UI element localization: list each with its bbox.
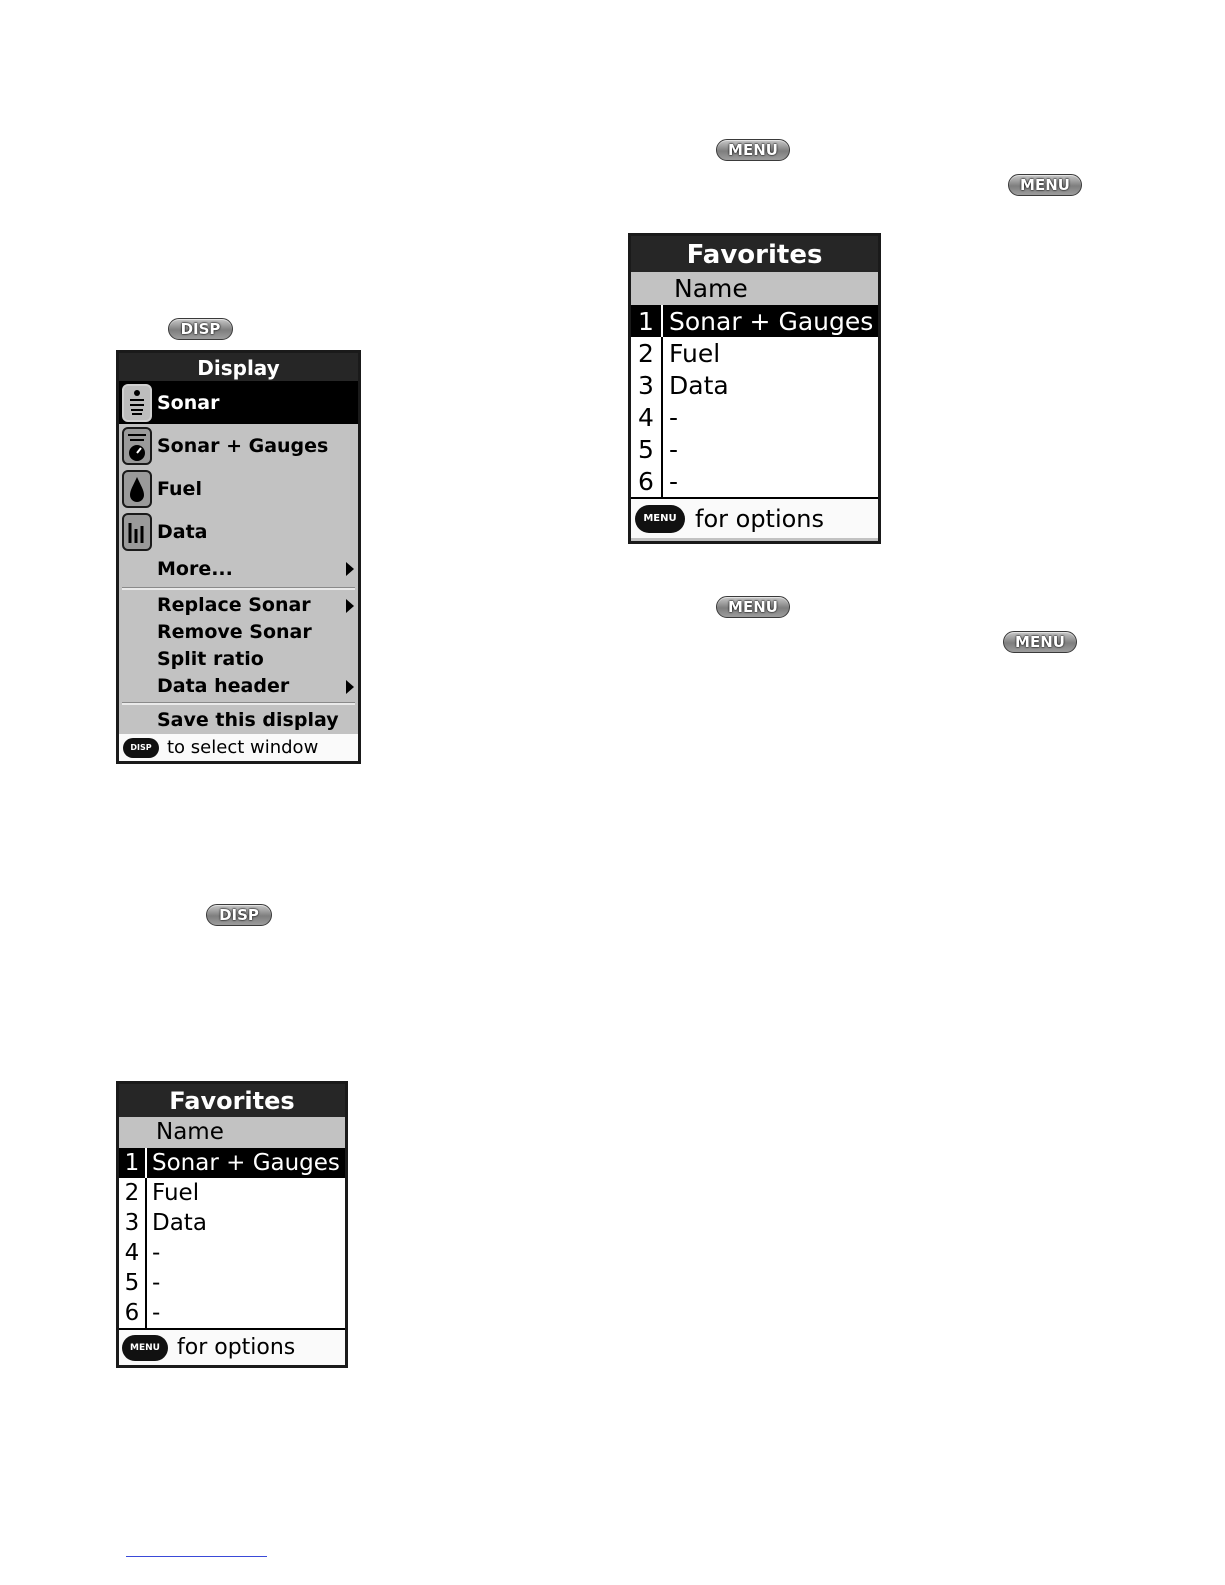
menu-item-sonar[interactable] — [119, 381, 358, 424]
favorites-list — [631, 305, 878, 497]
row-number: 4 — [119, 1238, 147, 1268]
favorites-row[interactable] — [119, 1178, 345, 1208]
favorites-row[interactable] — [119, 1208, 345, 1238]
display-menu-footer — [119, 734, 358, 761]
row-name: - — [152, 1240, 161, 1266]
disp-key-icon: DISP — [168, 318, 233, 340]
row-name: - — [152, 1270, 161, 1296]
menu-item-sonar-gauges[interactable] — [119, 424, 358, 467]
row-name: Fuel — [669, 338, 721, 368]
favorites-row[interactable] — [119, 1148, 345, 1178]
menu-item-label: Split ratio — [157, 648, 264, 670]
row-number: 2 — [119, 1178, 147, 1208]
menu-key-icon: MENU — [1003, 631, 1077, 653]
display-menu-title: Display — [119, 353, 358, 381]
favorites-panel — [116, 1081, 348, 1368]
row-name: - — [152, 1300, 161, 1326]
row-name: - — [669, 434, 679, 464]
row-number: 6 — [119, 1298, 147, 1328]
footer-hint: for options — [177, 1335, 296, 1360]
menu-key-icon: MENU — [1008, 174, 1082, 196]
row-name: - — [669, 402, 679, 432]
row-number: 4 — [631, 401, 663, 433]
row-number: 1 — [631, 305, 663, 337]
favorites-title: Favorites — [631, 236, 878, 272]
menu-item-remove-sonar[interactable] — [119, 619, 358, 646]
menu-item-label: Data — [157, 520, 208, 543]
favorites-row[interactable] — [631, 433, 878, 465]
fuel-icon — [122, 470, 152, 508]
favorites-list — [119, 1148, 345, 1328]
row-number: 5 — [119, 1268, 147, 1298]
favorites-row[interactable] — [119, 1238, 345, 1268]
sonar-gauges-icon — [122, 427, 152, 465]
footer-rule — [126, 1556, 267, 1557]
menu-item-data-header[interactable] — [119, 673, 358, 700]
menu-item-save-display[interactable] — [119, 707, 358, 734]
menu-item-more[interactable] — [119, 553, 358, 585]
favorites-column-header: Name — [119, 1117, 345, 1148]
favorites-row[interactable] — [119, 1268, 345, 1298]
favorites-footer — [631, 497, 878, 538]
favorites-title: Favorites — [119, 1084, 345, 1117]
submenu-arrow-icon — [346, 562, 354, 576]
data-icon — [122, 513, 152, 551]
menu-key-icon: MENU — [716, 139, 790, 161]
menu-item-label: Replace Sonar — [157, 594, 311, 616]
favorites-column-header: Name — [631, 272, 878, 305]
row-number: 6 — [631, 465, 663, 497]
favorites-row[interactable] — [631, 465, 878, 497]
favorites-row[interactable] — [631, 305, 878, 337]
menu-item-label: More... — [157, 558, 233, 580]
submenu-arrow-icon — [346, 599, 354, 613]
favorites-row[interactable] — [631, 369, 878, 401]
menu-item-label: Data header — [157, 675, 290, 697]
menu-item-data[interactable] — [119, 510, 358, 553]
disp-key-icon: DISP — [123, 738, 159, 758]
row-number: 1 — [119, 1148, 147, 1178]
menu-item-split-ratio[interactable] — [119, 646, 358, 673]
menu-key-icon: MENU — [635, 505, 685, 533]
row-number: 2 — [631, 337, 663, 369]
row-name: Sonar + Gauges — [669, 306, 874, 336]
menu-item-label: Sonar — [157, 391, 220, 414]
row-number: 3 — [119, 1208, 147, 1238]
menu-item-label: Save this display — [157, 709, 339, 731]
footer-hint: to select window — [167, 737, 319, 758]
row-name: - — [669, 466, 679, 496]
sonar-icon — [122, 384, 152, 422]
menu-item-label: Sonar + Gauges — [157, 434, 329, 457]
row-name: Data — [152, 1210, 207, 1236]
row-number: 5 — [631, 433, 663, 465]
menu-divider — [122, 702, 355, 705]
disp-key-icon: DISP — [206, 904, 272, 926]
menu-divider — [122, 587, 355, 590]
footer-hint: for options — [695, 504, 825, 533]
submenu-arrow-icon — [346, 680, 354, 694]
favorites-row[interactable] — [119, 1298, 345, 1328]
display-menu — [116, 350, 361, 764]
row-number: 3 — [631, 369, 663, 401]
favorites-footer — [119, 1328, 345, 1365]
favorites-row[interactable] — [631, 401, 878, 433]
row-name: Fuel — [152, 1180, 200, 1206]
favorites-row[interactable] — [631, 337, 878, 369]
favorites-panel — [628, 233, 881, 544]
menu-key-icon: MENU — [122, 1335, 168, 1361]
menu-item-label: Fuel — [157, 477, 202, 500]
row-name: Data — [669, 370, 729, 400]
menu-key-icon: MENU — [716, 596, 790, 618]
menu-item-fuel[interactable] — [119, 467, 358, 510]
row-name: Sonar + Gauges — [152, 1150, 340, 1176]
menu-item-replace-sonar[interactable] — [119, 592, 358, 619]
menu-item-label: Remove Sonar — [157, 621, 312, 643]
